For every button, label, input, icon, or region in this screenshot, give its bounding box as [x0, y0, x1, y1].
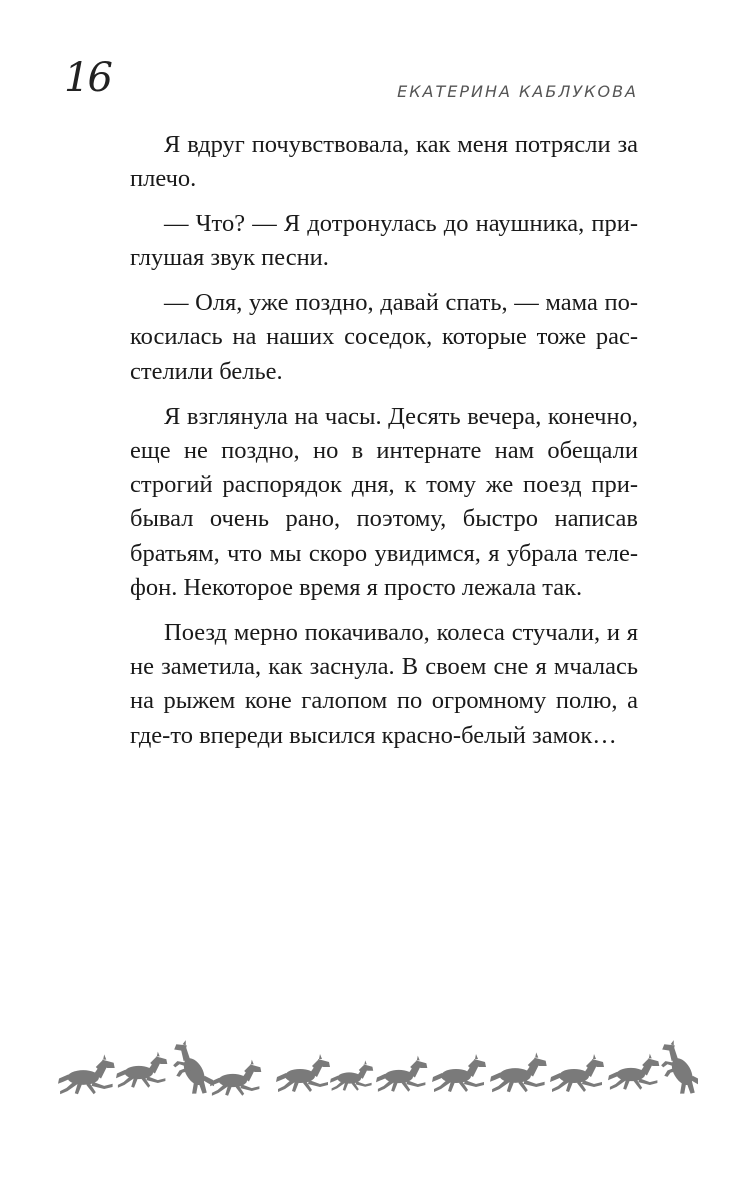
horse-icon — [116, 1052, 167, 1088]
galloping-horses-icon — [58, 1038, 698, 1100]
horse-ornament-border — [58, 1038, 698, 1100]
horse-icon — [661, 1040, 698, 1094]
horse-icon — [58, 1054, 115, 1094]
horse-icon — [550, 1054, 604, 1092]
paragraph: — Оля, уже поздно, давай спать, — мама покосилась на наших соседок, которые тоже расстелили белье. — [130, 289, 638, 385]
horse-icon — [432, 1054, 486, 1092]
horse-icon — [210, 1060, 261, 1096]
horse-icon — [376, 1056, 427, 1092]
horse-icon — [608, 1054, 659, 1090]
horse-icon — [276, 1054, 330, 1092]
paragraph: Я вдруг почувствовала, как меня потрясли за плечо. — [130, 131, 638, 193]
body-text — [130, 128, 638, 764]
paragraph: Я взглянула на часы. Десять вечера, конечно, еще не поздно, но в интернате нам обещали строгий распорядок дня, к тому же поезд прибывал очень рано, поэтому, быстро написав братьям, что мы скоро увидимся, я убрала телефон. Некоторое время я просто лежала так. — [130, 402, 638, 602]
page-number: 16 — [64, 55, 111, 101]
horse-icon — [490, 1052, 547, 1092]
horse-icon — [173, 1040, 214, 1094]
running-head-author: ЕКАТЕРИНА КАБЛУКОВА — [397, 82, 638, 101]
paragraph: Поезд мерно покачивало, колеса стучали, и я не заметила, как заснула. В своем сне я мчалась на рыжем коне галопом по огромному полю, а где-то впереди высился красно-белый замок… — [130, 618, 638, 749]
paragraph: — Что? — Я дотронулась до наушника, приглушая звук песни. — [130, 210, 638, 272]
horse-icon — [330, 1060, 373, 1090]
